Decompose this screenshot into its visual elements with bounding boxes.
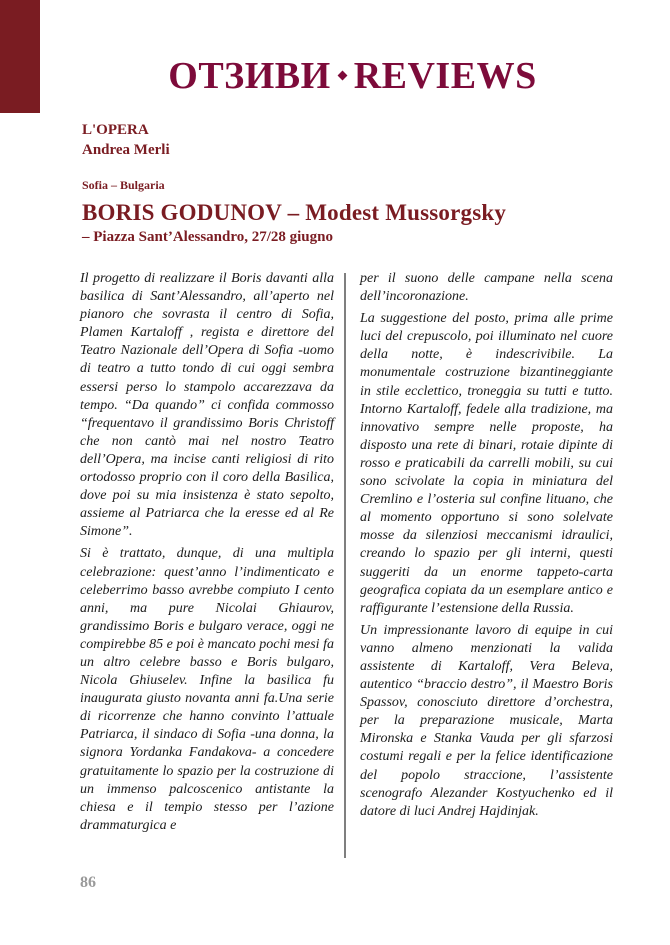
section-title: [0, 54, 670, 98]
author-name: Andrea Merli: [82, 142, 170, 158]
article-subheadline: – Piazza Sant’Alessandro, 27/28 giugno: [82, 229, 333, 245]
magazine-name: L'OPERA: [82, 122, 149, 138]
page-number: 86: [80, 874, 96, 891]
paragraph: Si è trattato, dunque, di una multipla celebrazione: quest’anno l’indimenticato e celeberrimo basso avrebbe compiuto I cento anni, ma pure Nicolai Ghiaurov, grandissimo Boris e bulgaro verace, oggi ne compirebbe 85 e poi è mancato pochi mesi fa un altro celebre basso e Boris bulgaro, Nicola Ghiuselev. Infine la basilica fu inaugurata giusto novanta anni fa.Una serie di ricorrenze che hanno convinto l’attuale Patriarca, il sindaco di Sofia -una donna, la signora Yordanka Fandakova- a concedere gratuitamente lo spazio per la costruzione di un immenso palcoscenico antistante la chiesa e il tempio stesso per l’azione drammaturgica e: [80, 546, 334, 833]
paragraph: Un impressionante lavoro di equipe in cui vanno almeno menzionati la valida assistente di Kartaloff, Vera Beleva, autentico “braccio destro”, il Maestro Boris Spassov, conosciuto direttore d’orchestra, per la preparazione musicale, Marta Mironska e Stanka Vauda per gli sfarzosi costumi regali e per la felice identificazione del popolo straccione, l’assistente scenografo Alezander Kostyuchenko ed il datore di luci Andrej Hajdinjak.: [360, 622, 613, 819]
article-headline: BORIS GODUNOV – Modest Mussorgsky: [82, 200, 507, 225]
paragraph: La suggestione del posto, prima alle prime luci del crepuscolo, poi illuminato nel cuore della notte, è indescrivibile. La monumentale costruzione bizantineggiante in stile ecclettico, troneggia su tutti e tutto. Intorno Kartaloff, fedele alla tradizione, ma innovativo sempre nelle proposte, ha disposto una rete di binari, rotaie dipinte di rosso e praticabili da carrelli mobili, su cui sono scivolate la copia in miniatura del Cremlino e l’osteria sul confine lituano, che al momento opportuno si sono solelvate mosse da silenziosi meccanismi idraulici, creando lo spazio per gli interni, questi suggeriti da un enorme tappeto-carta geografica copiata da un esemplare antico e raffigurante l’estensione della Russia.: [360, 311, 613, 616]
section-title-english: REVIEWS: [353, 55, 537, 97]
paragraph: per il suono delle campane nella scena dell’incoronazione.: [360, 271, 613, 305]
column-divider: [344, 273, 346, 858]
article-location: Sofia – Bulgaria: [82, 178, 165, 192]
article-column-left: [80, 270, 334, 839]
article-column-right: [360, 270, 613, 825]
section-title-bulgarian: ОТЗИВИ: [168, 55, 331, 97]
diamond-icon: [337, 70, 347, 80]
paragraph: Il progetto di realizzare il Boris davanti alla basilica di Sant’Alessandro, all’aperto nel pianoro che sovrasta il centro di Sofia, Plamen Kartaloff , regista e direttore del Teatro Nazionale dell’Opera di Sofia -uomo di teatro a tutto tondo di cui oggi sembra essersi perso lo stampolo accarezzava da tempo. “Da quando” ci confida commosso “frequentavo il grandissimo Boris Christoff che non cantò mai nel nostro Teatro dell’Opera, ma incise canti religiosi di rito ortodosso proprio con il coro della Basilica, dove poi su mia insistenza è stato sepolto, assieme al Patriarca che la eresse ed al Re Simone”.: [80, 271, 334, 540]
